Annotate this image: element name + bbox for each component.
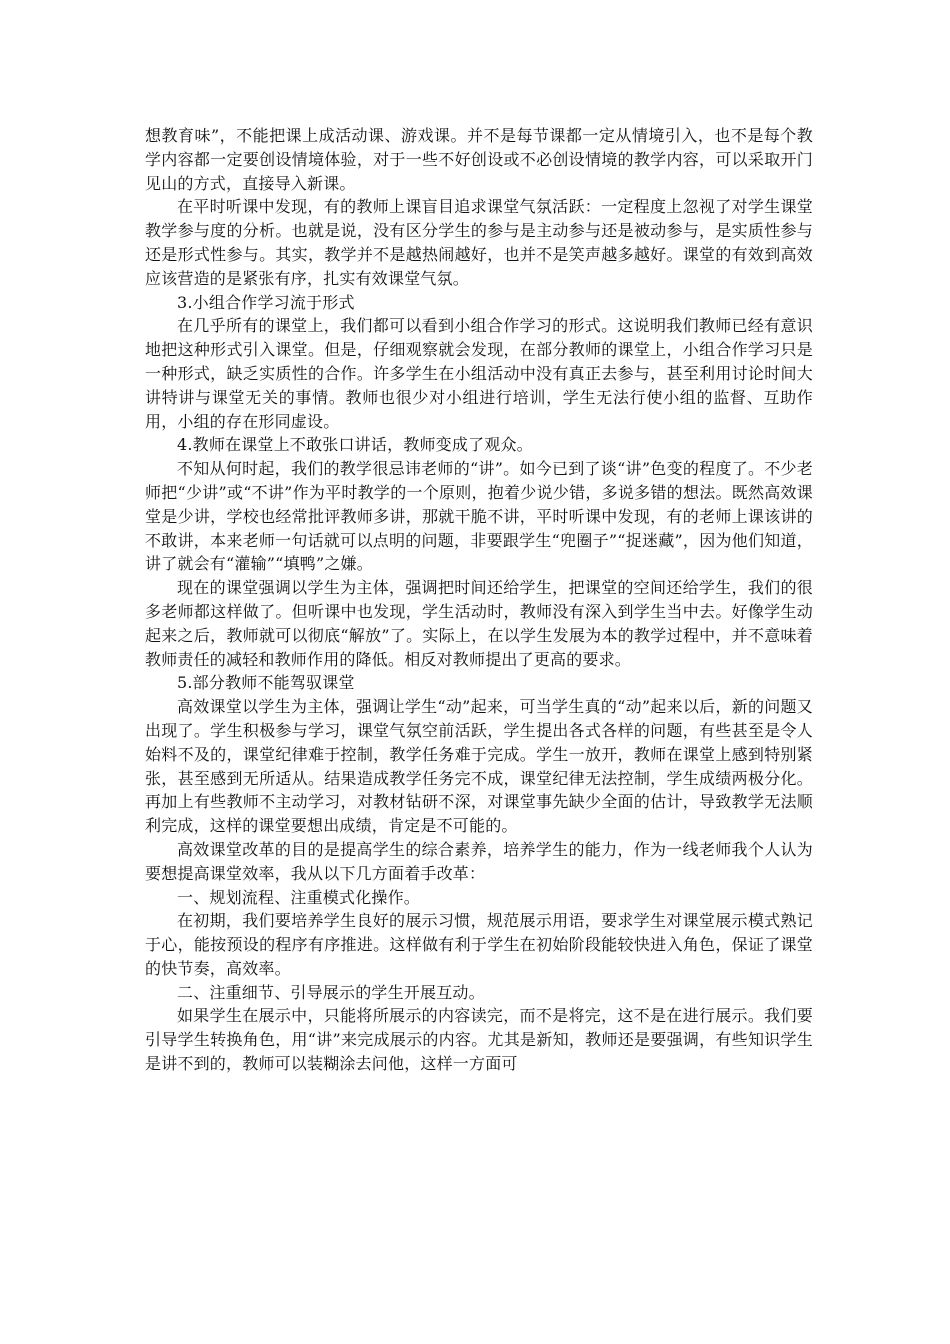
paragraph-2: 在平时听课中发现，有的教师上课盲目追求课堂气氛活跃：一定程度上忽视了对学生课堂教学参与度的分析。也就是说，没有区分学生的参与是主动参与还是被动参与，是实质性参与还是形式性参与。其实，教学并不是越热闹越好，也并不是笑声越多越好。课堂的有效到高效应该营造的是紧张有序，扎实有效课堂气氛。 — [145, 197, 813, 288]
paragraph-8: 在初期，我们要培养学生良好的展示习惯，规范展示用语，要求学生对课堂展示模式熟记于心，能按预设的程序有序推进。这样做有利于学生在初始阶段能较快进入角色，保证了课堂的快节奏，高效率。 — [145, 911, 813, 978]
paragraph-5: 现在的课堂强调以学生为主体，强调把时间还给学生，把课堂的空间还给学生，我们的很多老师都这样做了。但听课中也发现，学生活动时，教师没有深入到学生当中去。好像学生动起来之后，教师就可以彻底“解放”了。实际上，在以学生发展为本的教学过程中，并不意味着教师责任的减轻和教师作用的降低。相反对教师提出了更高的要求。 — [145, 578, 813, 669]
paragraph-7: 高效课堂改革的目的是提高学生的综合素养，培养学生的能力，作为一线老师我个人认为要想提高课堂效率，我从以下几方面着手改革： — [145, 839, 813, 883]
paragraph-6: 高效课堂以学生为主体，强调让学生“动”起来，可当学生真的“动”起来以后，新的问题又出现了。学生积极参与学习，课堂气氛空前活跃，学生提出各式各样的问题，有些甚至是令人始料不及的，课堂纪律难于控制，教学任务难于完成。学生一放开，教师在课堂上感到特别紧张，甚至感到无所适从。结果造成教学任务完不成，课堂纪律无法控制，学生成绩两极分化。再加上有些教师不主动学习，对教材钻研不深，对课堂事先缺少全面的估计，导致教学无法顺利完成，这样的课堂要想出成绩，肯定是不可能的。 — [145, 697, 813, 836]
heading-section-1: 一、规划流程、注重模式化操作。 — [177, 887, 421, 907]
document-body — [145, 124, 813, 1076]
heading-section-2: 二、注重细节、引导展示的学生开展互动。 — [177, 982, 485, 1002]
paragraph-9: 如果学生在展示中，只能将所展示的内容读完，而不是将完，这不是在进行展示。我们要引导学生转换角色，用“讲”来完成展示的内容。尤其是新知，教师还是要强调，有些知识学生是讲不到的，教师可以装糊涂去问他，这样一方面可 — [145, 1006, 813, 1074]
paragraph-4: 不知从何时起，我们的教学很忌讳老师的“讲”。如今已到了谈“讲”色变的程度了。不少老师把“少讲”或“不讲”作为平时教学的一个原则，抱着少说少错，多说多错的想法。既然高效课堂是少讲，学校也经常批评教师多讲，那就干脆不讲，平时听课中发现，有的老师上课该讲的不敢讲，本来老师一句话就可以点明的问题，非要跟学生“兜圈子”“捉迷藏”，因为他们知道，讲了就会有“灌输”“填鸭”之嫌。 — [145, 459, 813, 574]
heading-5-classroom-control: 5.部分教师不能驾驭课堂 — [177, 673, 355, 693]
heading-4-teacher-silence: 4.教师在课堂上不敢张口讲话，教师变成了观众。 — [177, 435, 533, 455]
paragraph-3: 在几乎所有的课堂上，我们都可以看到小组合作学习的形式。这说明我们教师已经有意识地把这种形式引入课堂。但是，仔细观察就会发现，在部分教师的课堂上，小组合作学习只是一种形式，缺乏实质性的合作。许多学生在小组活动中没有真正去参与，甚至利用讨论时间大讲特讲与课堂无关的事情。教师也很少对小组进行培训，学生无法行使小组的监督、互助作用，小组的存在形同虚设。 — [145, 316, 813, 431]
heading-3-small-group-cooperation: 3.小组合作学习流于形式 — [177, 292, 355, 312]
paragraph-1: 想教育味”，不能把课上成活动课、游戏课。并不是每节课都一定从情境引入，也不是每个教学内容都一定要创设情境体验，对于一些不好创设或不必创设情境的教学内容，可以采取开门见山的方式，直接导入新课。 — [145, 126, 813, 193]
